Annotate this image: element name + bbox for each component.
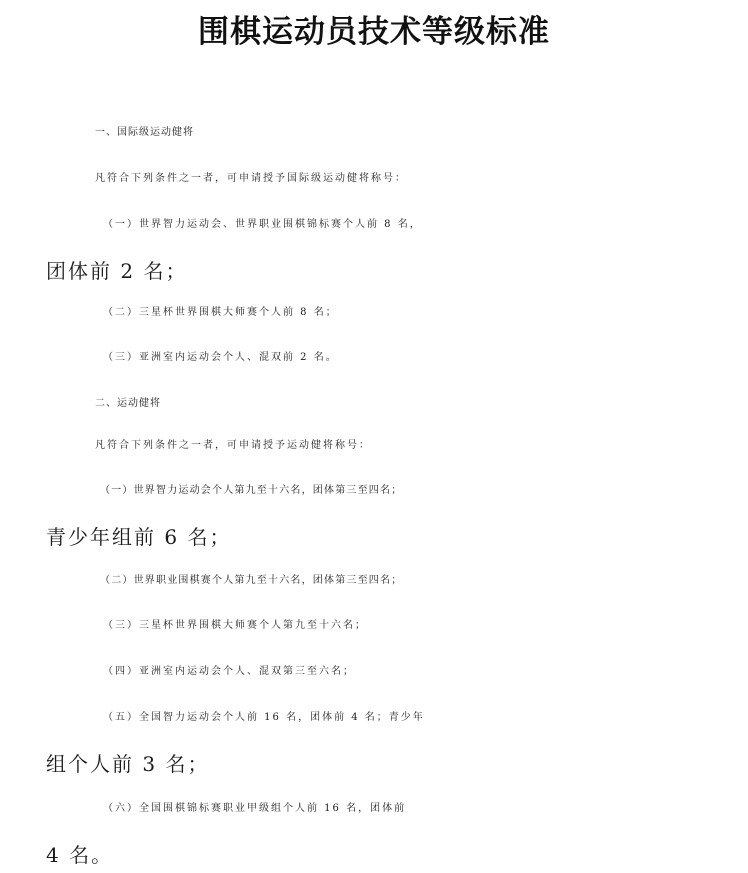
criteria-item: （四）亚洲室内运动会个人、混双第三至六名；	[103, 666, 355, 677]
criteria-item: （五）全国智力运动会个人前 16 名，团体前 4 名；青少年	[103, 712, 425, 723]
criteria-item: （三）亚洲室内运动会个人、混双前 2 名。	[103, 352, 338, 363]
criteria-item-continuation: 4 名。	[46, 843, 114, 867]
criteria-item: （六）全国围棋锦标赛职业甲级组个人前 16 名，团体前	[103, 803, 407, 814]
section-intro: 凡符合下列条件之一者，可申请授予运动健将称号：	[95, 440, 371, 451]
criteria-item-continuation: 组个人前 3 名；	[46, 752, 210, 776]
criteria-item: （二）三星杯世界围棋大师赛个人前 8 名；	[103, 307, 338, 318]
criteria-item-continuation: 团体前 2 名；	[46, 259, 188, 283]
criteria-item: （二）世界职业围棋赛个人第九至十六名，团体第三至四名；	[100, 575, 403, 586]
criteria-item: （一）世界智力运动会、世界职业围棋锦标赛个人前 8 名，	[103, 219, 422, 230]
document-title: 围棋运动员技术等级标准	[198, 14, 550, 50]
criteria-item-continuation: 青少年组前 6 名；	[46, 525, 232, 549]
section-heading-international-master: 一、国际级运动健将	[95, 127, 194, 138]
section-heading-master: 二、运动健将	[95, 398, 161, 409]
criteria-item: （三）三星杯世界围棋大师赛个人第九至十六名；	[103, 620, 367, 631]
section-intro: 凡符合下列条件之一者，可申请授予国际级运动健将称号：	[95, 173, 407, 184]
criteria-item: （一）世界智力运动会个人第九至十六名，团体第三至四名；	[100, 485, 403, 496]
